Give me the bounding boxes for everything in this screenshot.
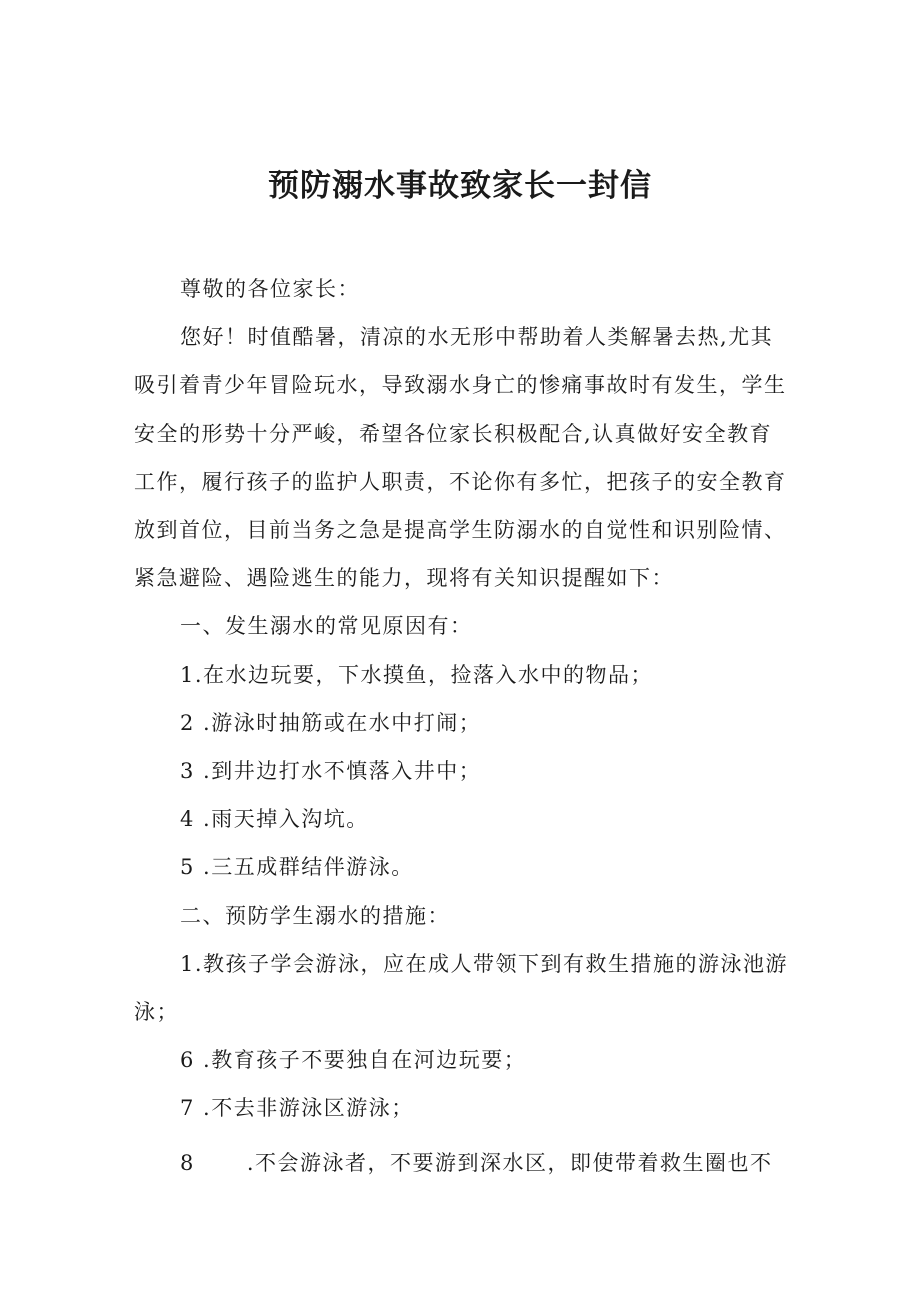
letter-body [134,265,790,1187]
list-item-number: 8 [180,1150,195,1175]
list-item: 3 .到井边打水不慎落入井中； [180,759,482,784]
intro-paragraph: 您好！时值酷暑，清凉的水无形中帮助着人类解暑去热,尤其吸引着青少年冒险玩水，导致溺水身亡的惨痛事故时有发生，学生安全的形势十分严峻，希望各位家长积极配合,认真做好安全教育工作，履行孩子的监护人职责，不论你有多忙，把孩子的安全教育放到首位，目前当务之急是提高学生防溺水的自觉性和识别险情、紧急避险、遇险逃生的能力，现将有关知识提醒如下： [134,325,787,591]
list-item-text: .不会游泳者，不要游到深水区，即使带着救生圈也不 [246,1150,773,1175]
list-item-last [134,1139,790,1187]
list-item: 6 .教育孩子不要独自在河边玩要； [180,1048,527,1073]
list-item: 4 .雨天掉入沟坑。 [180,807,369,832]
list-item: 2 .游泳时抽筋或在水中打闹； [180,710,482,735]
list-item: 7 .不去非游泳区游泳； [180,1096,414,1121]
list-item: 1.在水边玩要，下水摸鱼，捡落入水中的物品； [180,662,654,687]
document-title: 预防溺水事故致家长一封信 [268,168,652,204]
section-1-heading: 一、发生溺水的常见原因有： [180,614,473,639]
section-2-heading: 二、预防学生溺水的措施： [180,903,450,928]
salutation: 尊敬的各位家长： [180,277,360,301]
list-item: 1.教孩子学会游泳，应在成人带领下到有救生措施的游泳池游泳； [134,951,789,1025]
list-item: 5 .三五成群结伴游泳。 [180,855,414,880]
